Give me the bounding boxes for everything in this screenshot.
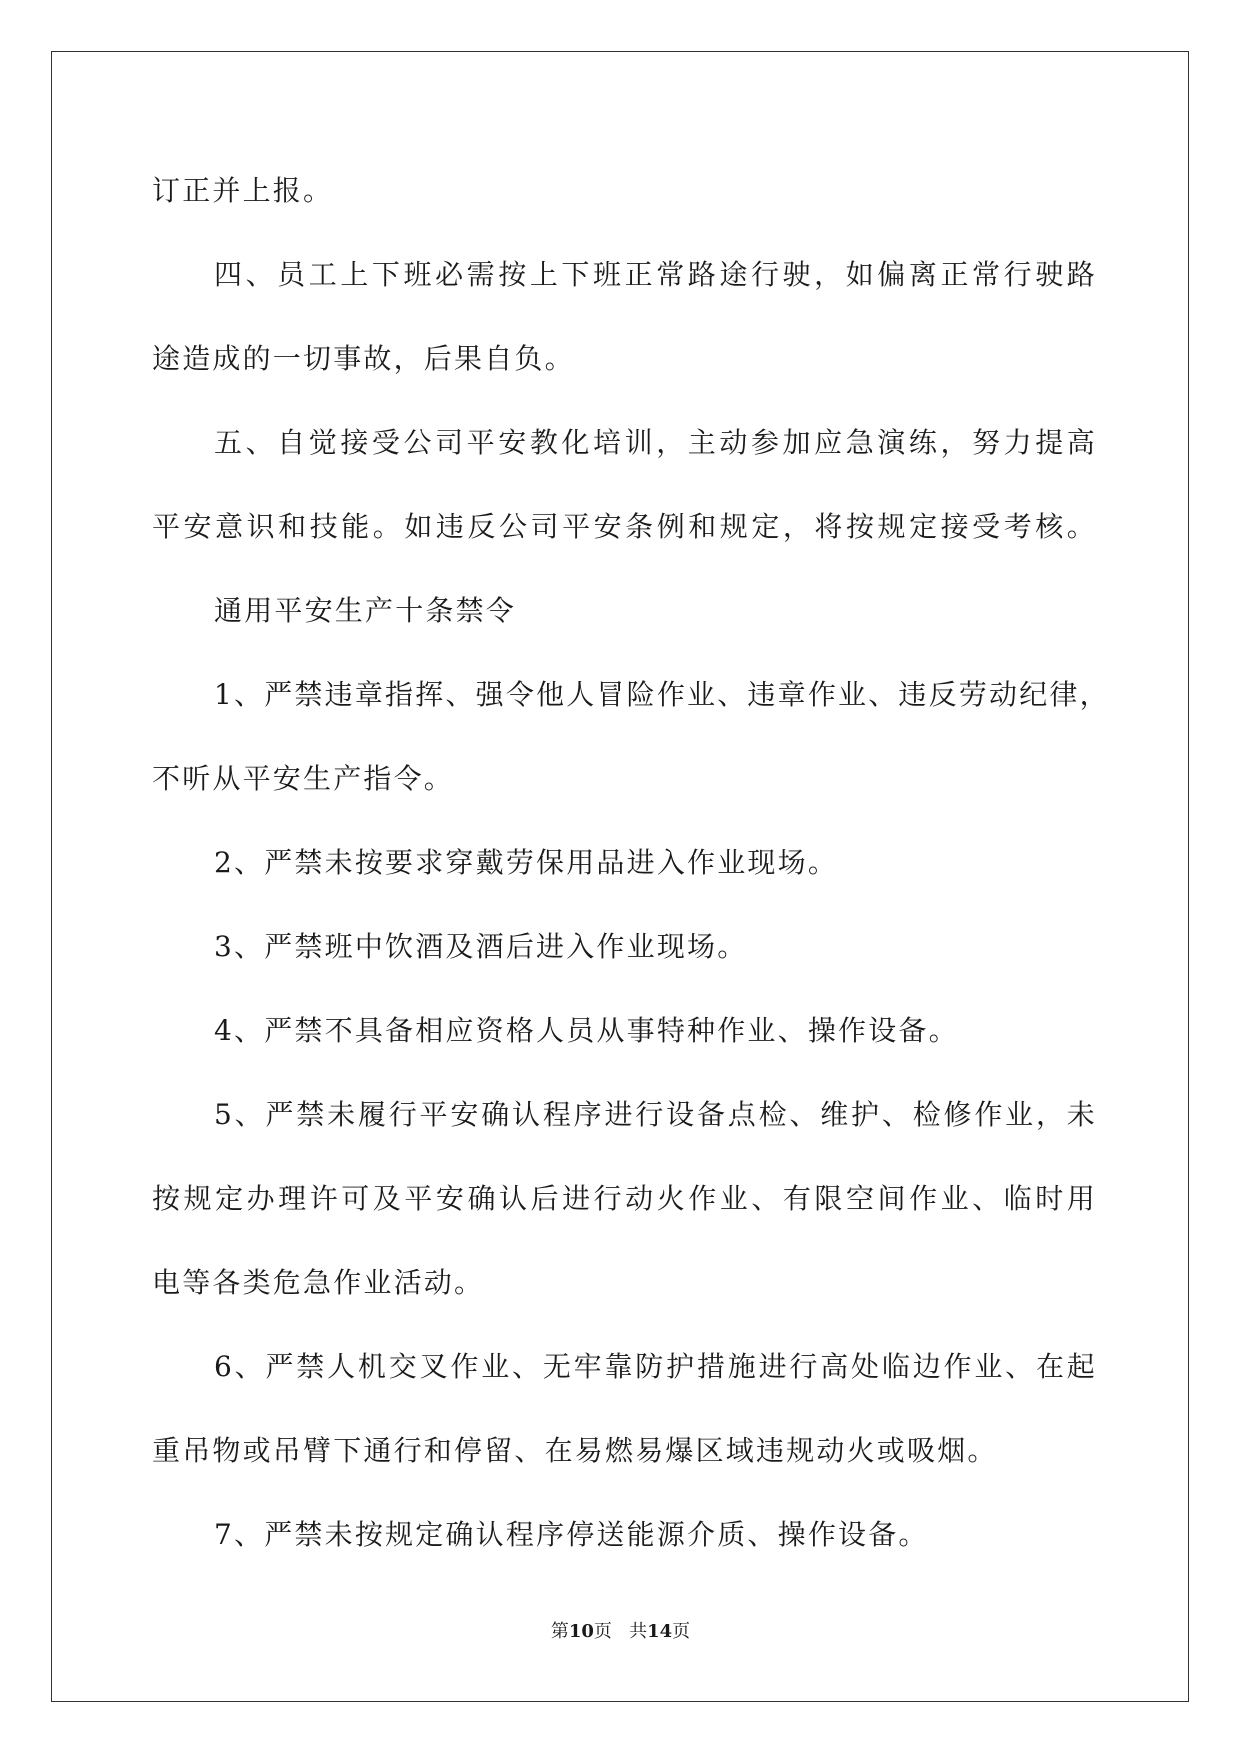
text-line: 不听从平安生产指令。 bbox=[152, 762, 455, 795]
rule-5: 5、严禁未履行平安确认程序进行设备点检、维护、检修作业，未 bbox=[214, 1098, 1097, 1131]
page-footer bbox=[0, 1620, 1241, 1644]
text-line: 电等各类危急作业活动。 bbox=[152, 1266, 485, 1299]
page-current: 10 bbox=[568, 1621, 594, 1642]
text-line: 按规定办理许可及平安确认后进行动火作业、有限空间作业、临时用 bbox=[152, 1182, 1097, 1215]
section-heading: 通用平安生产十条禁令 bbox=[214, 594, 517, 627]
paragraph-5: 五、自觉接受公司平安教化培训，主动参加应急演练，努力提高 bbox=[214, 426, 1097, 459]
rule-4: 4、严禁不具备相应资格人员从事特种作业、操作设备。 bbox=[214, 1014, 959, 1047]
page-total: 14 bbox=[647, 1621, 673, 1642]
rule-7: 7、严禁未按规定确认程序停送能源介质、操作设备。 bbox=[214, 1518, 929, 1551]
page-suffix: 页 bbox=[593, 1621, 612, 1642]
text-line: 订正并上报。 bbox=[152, 174, 334, 207]
total-suffix: 页 bbox=[672, 1621, 691, 1642]
text-line: 平安意识和技能。如违反公司平安条例和规定，将按规定接受考核。 bbox=[152, 510, 1097, 543]
total-prefix: 共 bbox=[629, 1621, 648, 1642]
rule-6: 6、严禁人机交叉作业、无牢靠防护措施进行高处临边作业、在起 bbox=[214, 1350, 1097, 1383]
text-line: 重吊物或吊臂下通行和停留、在易燃易爆区域违规动火或吸烟。 bbox=[152, 1434, 998, 1467]
page-prefix: 第 bbox=[550, 1621, 569, 1642]
rule-3: 3、严禁班中饮酒及酒后进入作业现场。 bbox=[214, 930, 748, 963]
rule-1: 1、严禁违章指挥、强令他人冒险作业、违章作业、违反劳动纪律， bbox=[214, 678, 1110, 711]
text-line: 途造成的一切事故，后果自负。 bbox=[152, 342, 575, 375]
paragraph-4: 四、员工上下班必需按上下班正常路途行驶，如偏离正常行驶路 bbox=[214, 258, 1097, 291]
rule-2: 2、严禁未按要求穿戴劳保用品进入作业现场。 bbox=[214, 846, 839, 879]
